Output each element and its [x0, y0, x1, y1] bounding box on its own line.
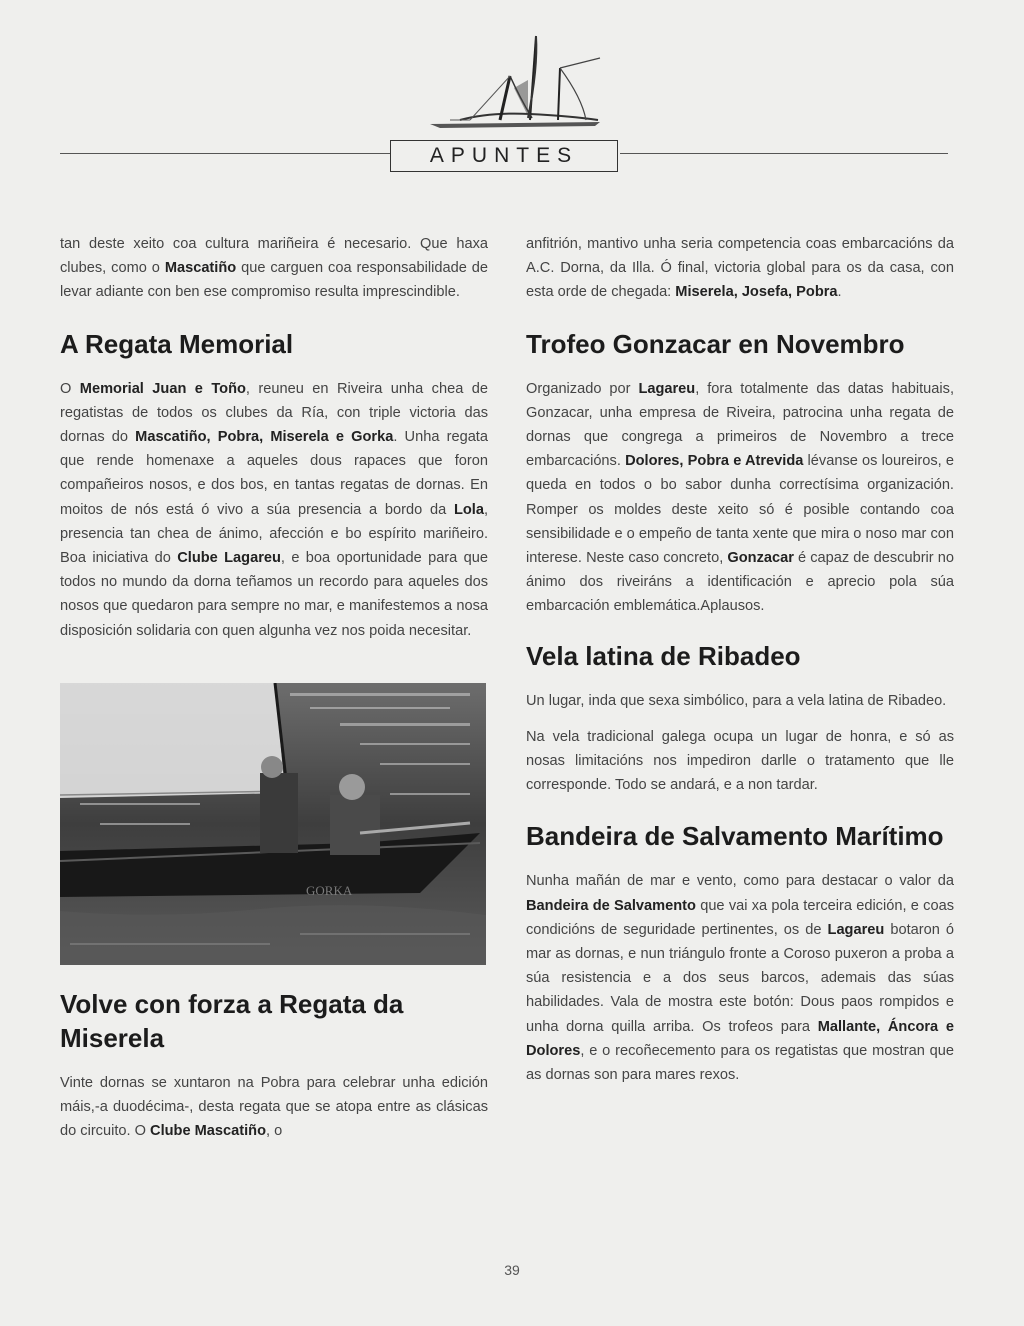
- regatta-photo: [60, 683, 486, 965]
- section-paragraph: Un lugar, inda que sexa simbólico, para a vela latina de Ribadeo.: [526, 692, 947, 709]
- section-paragraph: O Memorial Juan e Toño, reuneu en Riveira unha chea de regatistas de todos os clubes da Ría, con triple victoria das dornas do Mascatiño, Pobra, Miserela e Gorka. Unha regata que rende homenaxe a aqueles dous rapaces que foron compañeiros nosos, e dos bos, en tantas regatas de dornas. En moitos de nós está ó vivo a súa presencia a bordo da Lola, presencia tan chea de ánimo, afección e bo espírito mariñeiro. Boa iniciativa do Clube Lagareu, e boa oportunidade para que todos no mundo da dorna teñamos un recordo para aqueles dos nosos que quedaron para sempre no mar, e manifestemos a nosa disposición solidaria con quen algunha vez nos poida necesitar.: [60, 380, 488, 639]
- section-header: APUNTES: [390, 140, 618, 172]
- boat-name-label: GORKA: [306, 882, 353, 898]
- section-paragraph: Vinte dornas se xuntaron na Pobra para celebrar unha edición máis,-a duodécima-, desta regata que se atopa entre as clásicas do circuito. O Clube Mascatiño, o: [60, 1074, 488, 1140]
- section-heading: A Regata Memorial: [60, 328, 294, 359]
- section-heading: Trofeo Gonzacar en Novembro: [526, 328, 905, 359]
- page-number: 39: [504, 1262, 520, 1278]
- intro-paragraph: tan deste xeito coa cultura mariñeira é necesario. Que haxa clubes, como o Mascatiño que carguen coa responsabilidade de levar adiante con ben ese compromiso resulta imprescindible.: [60, 236, 488, 301]
- right-column: [526, 232, 954, 1099]
- section-heading: Bandeira de Salvamento Marítimo: [526, 821, 944, 852]
- section-heading: Volve con forza a Regata da Miserela: [60, 988, 404, 1053]
- header-rule-left: [60, 153, 390, 154]
- section-paragraph: Organizado por Lagareu, fora totalmente das datas habituais, Gonzacar, unha empresa de Riveira, patrocina unha regata de dornas que congrega a primeiros de Novembro a trece embarcacións. Dolores, Pobra e Atrevida lévanse os loureiros, e queda en todos o bo sabor dunha correctísima organización. Romper os moldes deste xeito só é posible contando coa sensibilidade e o empeño de tanta xente que mira o noso mar con interese. Neste caso concreto, Gonzacar é capaz de descubrir no ánimo dos riveiráns a identificación e aprecio pola súa embarcación emblemática.Aplausos.: [526, 380, 954, 615]
- section-paragraph: Na vela tradicional galega ocupa un lugar de honra, e só as nosas limitacións nos impediron darlle o tratamento que lle corresponde. Todo se andará, e a non tardar.: [526, 728, 954, 794]
- header-rule-right: [620, 153, 948, 154]
- intro-paragraph: anfitrión, mantivo unha seria competencia coas embarcacións da A.C. Dorna, da Illa. Ó final, victoria global para os da casa, con esta orde de chegada: Miserela, Josefa, Pobra.: [526, 236, 954, 301]
- sailboat-logo-icon: [410, 28, 610, 132]
- section-paragraph: Nunha mañán de mar e vento, como para destacar o valor da Bandeira de Salvamento que vai xa pola terceira edición, e coas condicións de seguridade pertinentes, os de Lagareu botaron ó mar as dornas, e nun triángulo fronte a Coroso puxeron a proba a súa resistencia e a dos seus barcos, ademais das súas habilidades. Vala de mostra este botón: Dous paos rompidos e unha dorna quilla arriba. Os trofeos para Mallante, Áncora e Dolores, e o recoñecemento para os regatistas que mostran que as dornas son para mares rexos.: [526, 873, 954, 1084]
- left-column: [60, 232, 488, 1155]
- section-heading: Vela latina de Ribadeo: [526, 640, 801, 671]
